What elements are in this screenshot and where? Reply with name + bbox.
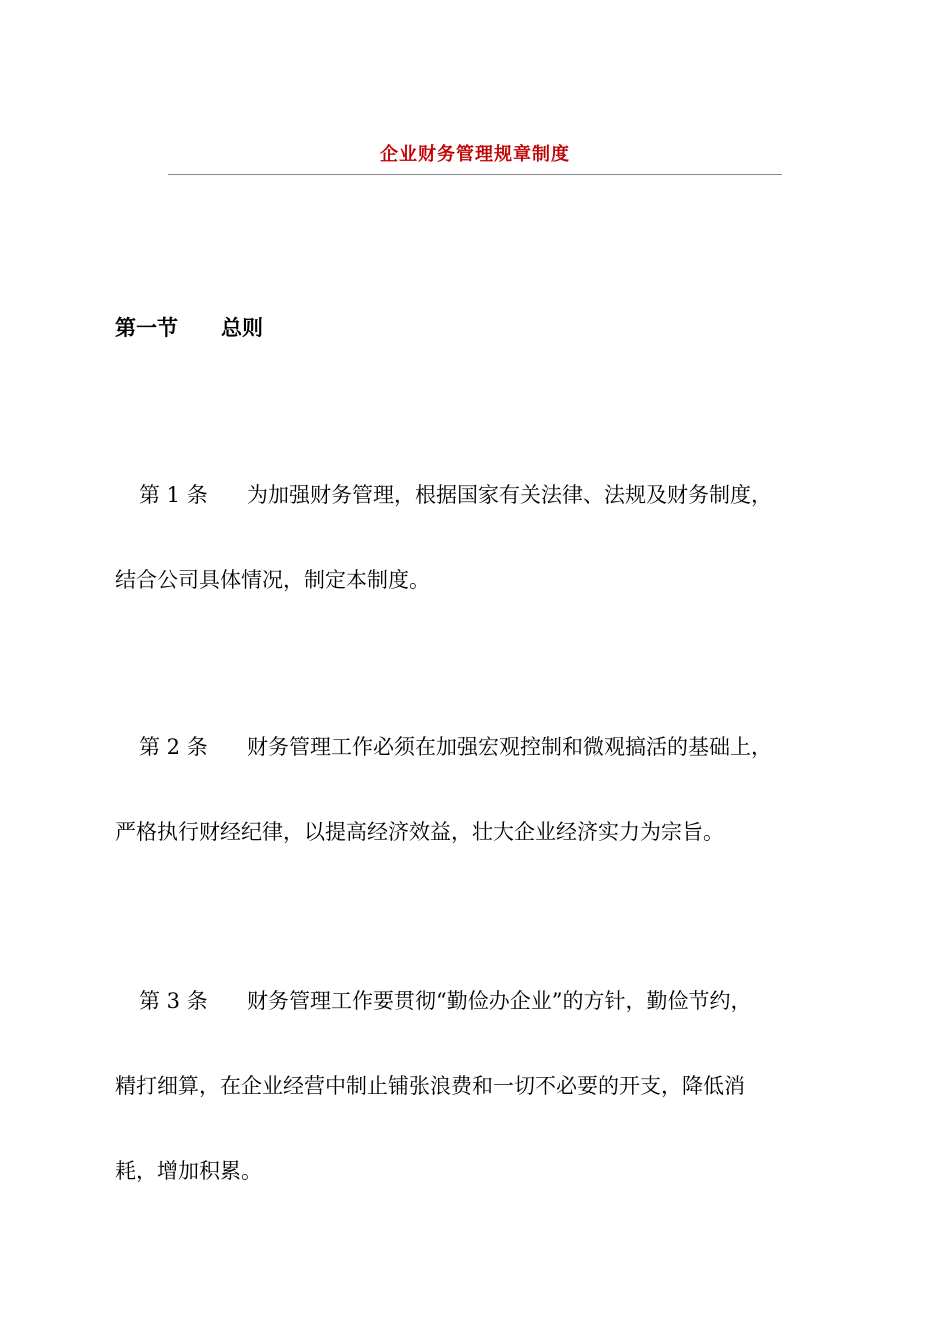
article-2-text-1: 财务管理工作必须在加强宏观控制和微观搞活的基础上， <box>247 735 772 759</box>
article-2-line-2: 严格执行财经纪律，以提高经济效益，壮大企业经济实力为宗旨。 <box>115 820 724 844</box>
article-3-line-2: 精打细算，在企业经营中制止铺张浪费和一切不必要的开支，降低消 <box>115 1074 745 1098</box>
article-2-number: 第 2 条 <box>139 735 208 759</box>
section-number: 第一节 <box>115 316 178 340</box>
document-title: 企业财务管理规章制度 <box>380 144 570 165</box>
section-name: 总则 <box>221 316 263 340</box>
article-1-line-1 <box>139 480 772 510</box>
article-3-number: 第 3 条 <box>139 989 208 1013</box>
section-heading <box>115 312 263 342</box>
article-3-text-1: 财务管理工作要贯彻“勤俭办企业”的方针，勤俭节约， <box>247 989 752 1013</box>
article-1-number: 第 1 条 <box>139 483 208 507</box>
article-1-text-1: 为加强财务管理，根据国家有关法律、法规及财务制度， <box>247 483 772 507</box>
article-1-line-2: 结合公司具体情况，制定本制度。 <box>115 568 430 592</box>
title-divider <box>168 174 782 175</box>
article-3-line-3: 耗，增加积累。 <box>115 1159 262 1183</box>
article-2-line-1 <box>139 732 772 762</box>
article-3-line-1 <box>139 986 751 1016</box>
